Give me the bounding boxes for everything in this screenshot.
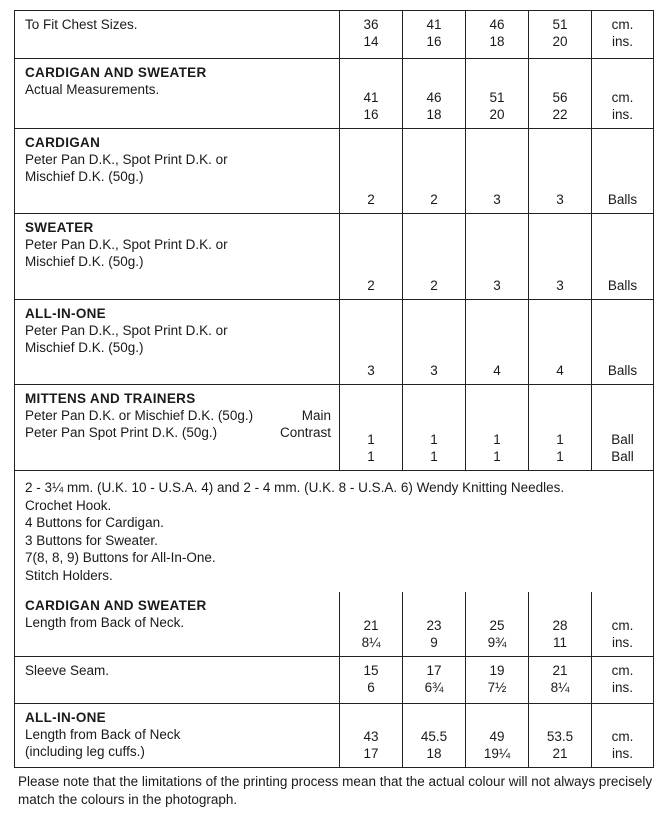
row-heading: CARDIGAN (25, 135, 101, 150)
size-value (339, 129, 402, 213)
value-text: 21 (552, 746, 568, 761)
measurement-rows (15, 592, 653, 767)
size-value (465, 214, 528, 299)
unit-cell (591, 385, 653, 470)
row-description: Peter Pan D.K., Spot Print D.K. or (25, 152, 228, 167)
value-text: 20 (489, 107, 505, 122)
unit-cell (591, 214, 653, 299)
value-text: 4 (493, 363, 501, 378)
table-row (15, 128, 653, 213)
table-row (15, 592, 653, 656)
value-text: 25 (489, 618, 505, 633)
unit-text: ins. (611, 34, 633, 49)
value-text: 36 (363, 17, 379, 32)
value-text: 46 (426, 90, 442, 105)
row-label (15, 385, 339, 470)
value-text: 6¾ (424, 680, 444, 695)
value-text: 49 (489, 729, 505, 744)
value-text: 2 (367, 192, 375, 207)
material-item: 2 - 3¼ mm. (U.K. 10 - U.S.A. 4) and 2 - 4 mm. (U.K. 8 - U.S.A. 6) Wendy Knitting Needles. (25, 480, 565, 495)
unit-text: cm. (611, 663, 634, 678)
value-text: 17 (363, 746, 379, 761)
row-label (15, 300, 339, 384)
unit-text: Ball (611, 432, 634, 447)
yarn-role: Contrast (279, 425, 331, 440)
size-value (528, 704, 591, 767)
size-value (339, 300, 402, 384)
size-value (528, 657, 591, 703)
colour-note: Please note that the limitations of the printing process mean that the actual colour will not always precisely match the colours in the photograph. (18, 774, 653, 807)
value-text: 18 (426, 746, 442, 761)
value-text: 21 (363, 618, 379, 633)
material-item: Stitch Holders. (25, 567, 113, 583)
size-value (402, 704, 465, 767)
value-text: 46 (489, 17, 505, 32)
value-text: 18 (426, 107, 442, 122)
row-label (15, 704, 339, 767)
value-text: 9¾ (487, 635, 507, 650)
size-value (528, 129, 591, 213)
size-value (339, 657, 402, 703)
unit-text: cm. (611, 17, 634, 32)
value-text: 1 (556, 432, 564, 447)
size-value (465, 704, 528, 767)
table-row (15, 299, 653, 384)
row-description: Mischief D.K. (50g.) (25, 254, 144, 269)
yarn-name: Peter Pan D.K. or Mischief D.K. (50g.) (25, 408, 254, 423)
value-text: 53.5 (546, 729, 574, 744)
size-value (339, 11, 402, 58)
size-value (528, 59, 591, 128)
value-text: 51 (552, 17, 568, 32)
value-text: 3 (556, 192, 564, 207)
size-rows (15, 11, 653, 470)
yarn-name: Peter Pan Spot Print D.K. (50g.) (25, 425, 218, 440)
size-value (402, 59, 465, 128)
value-text: 21 (552, 663, 568, 678)
size-value (402, 129, 465, 213)
size-value (465, 300, 528, 384)
material-item: 3 Buttons for Sweater. (25, 532, 158, 548)
row-description: Peter Pan D.K., Spot Print D.K. or (25, 323, 228, 338)
row-label (15, 592, 339, 656)
unit-cell (591, 59, 653, 128)
row-description: To Fit Chest Sizes. (25, 17, 138, 32)
size-value (528, 214, 591, 299)
value-text: 1 (430, 449, 438, 464)
value-text: 3 (493, 278, 501, 293)
value-text: 1 (556, 449, 564, 464)
value-text: 20 (552, 34, 568, 49)
value-text: 6 (367, 680, 375, 695)
row-heading: SWEATER (25, 220, 94, 235)
size-value (465, 657, 528, 703)
row-label (15, 214, 339, 299)
row-description: Mischief D.K. (50g.) (25, 169, 144, 184)
value-text: 16 (363, 107, 379, 122)
row-description: (including leg cuffs.) (25, 744, 145, 759)
row-description: Peter Pan D.K., Spot Print D.K. or (25, 237, 228, 252)
table-row (15, 703, 653, 767)
unit-text: ins. (611, 680, 633, 695)
size-value (465, 592, 528, 656)
unit-cell (591, 657, 653, 703)
material-item: 7(8, 8, 9) Buttons for All-In-One. (25, 550, 216, 565)
size-value (402, 214, 465, 299)
value-text: 43 (363, 729, 379, 744)
value-text: 17 (426, 663, 442, 678)
unit-text: Ball (611, 449, 634, 464)
value-text: 8¼ (361, 635, 381, 650)
unit-cell (591, 704, 653, 767)
unit-text: Balls (607, 278, 638, 293)
value-text: 3 (430, 363, 438, 378)
yarn-line (25, 407, 331, 424)
value-text: 2 (430, 278, 438, 293)
row-label (15, 59, 339, 128)
value-text: 2 (430, 192, 438, 207)
unit-text: cm. (611, 729, 634, 744)
table-row (15, 213, 653, 299)
row-description: Actual Measurements. (25, 82, 160, 97)
value-text: 11 (552, 635, 567, 650)
size-value (528, 385, 591, 470)
table-row (15, 58, 653, 128)
size-value (528, 592, 591, 656)
value-text: 41 (363, 90, 379, 105)
row-label (15, 657, 339, 703)
unit-cell (591, 592, 653, 656)
value-text: 14 (363, 34, 379, 49)
value-text: 18 (489, 34, 505, 49)
row-label (15, 129, 339, 213)
value-text: 4 (556, 363, 564, 378)
value-text: 1 (367, 432, 375, 447)
row-heading: MITTENS AND TRAINERS (25, 391, 196, 406)
value-text: 28 (552, 618, 568, 633)
size-value (402, 657, 465, 703)
value-text: 3 (556, 278, 564, 293)
unit-text: ins. (611, 107, 633, 122)
value-text: 1 (493, 432, 501, 447)
size-value (465, 129, 528, 213)
value-text: 56 (552, 90, 568, 105)
table-row (15, 656, 653, 703)
value-text: 3 (493, 192, 501, 207)
unit-text: cm. (611, 618, 634, 633)
size-value (528, 300, 591, 384)
row-heading: ALL-IN-ONE (25, 306, 106, 321)
value-text: 7½ (487, 680, 507, 695)
value-text: 8¼ (550, 680, 570, 695)
size-value (402, 300, 465, 384)
value-text: 1 (493, 449, 501, 464)
value-text: 22 (552, 107, 568, 122)
value-text: 3 (367, 363, 375, 378)
material-item: 4 Buttons for Cardigan. (25, 515, 164, 530)
material-item: Crochet Hook. (25, 497, 112, 513)
unit-text: ins. (611, 635, 633, 650)
size-table (14, 10, 654, 768)
size-value (465, 385, 528, 470)
materials-list (15, 470, 653, 592)
unit-text: ins. (611, 746, 633, 761)
size-value (402, 11, 465, 58)
size-value (339, 59, 402, 128)
size-value (528, 11, 591, 58)
row-label (15, 11, 339, 58)
value-text: 16 (426, 34, 442, 49)
unit-text: Balls (607, 363, 638, 378)
value-text: 15 (363, 663, 379, 678)
value-text: 51 (489, 90, 505, 105)
yarn-line (25, 424, 331, 441)
row-description: Length from Back of Neck. (25, 615, 185, 630)
size-value (402, 385, 465, 470)
size-value (465, 11, 528, 58)
value-text: 1 (430, 432, 438, 447)
row-heading: CARDIGAN AND SWEATER (25, 598, 207, 613)
unit-text: cm. (611, 90, 634, 105)
size-value (339, 592, 402, 656)
row-description: Mischief D.K. (50g.) (25, 340, 144, 355)
value-text: 9 (430, 635, 438, 650)
value-text: 2 (367, 278, 375, 293)
value-text: 45.5 (420, 729, 448, 744)
size-value (339, 704, 402, 767)
unit-cell (591, 300, 653, 384)
unit-cell (591, 129, 653, 213)
value-text: 23 (426, 618, 442, 633)
value-text: 41 (426, 17, 442, 32)
size-value (465, 59, 528, 128)
size-value (402, 592, 465, 656)
value-text: 1 (367, 449, 375, 464)
unit-cell (591, 11, 653, 58)
yarn-role: Main (301, 408, 331, 423)
row-description: Sleeve Seam. (25, 663, 110, 678)
size-value (339, 385, 402, 470)
value-text: 19¼ (483, 746, 511, 761)
row-description: Length from Back of Neck (25, 727, 181, 742)
value-text: 19 (489, 663, 505, 678)
row-heading: CARDIGAN AND SWEATER (25, 65, 207, 80)
size-value (339, 214, 402, 299)
unit-text: Balls (607, 192, 638, 207)
table-row (15, 11, 653, 58)
row-heading: ALL-IN-ONE (25, 710, 106, 725)
table-row (15, 384, 653, 470)
